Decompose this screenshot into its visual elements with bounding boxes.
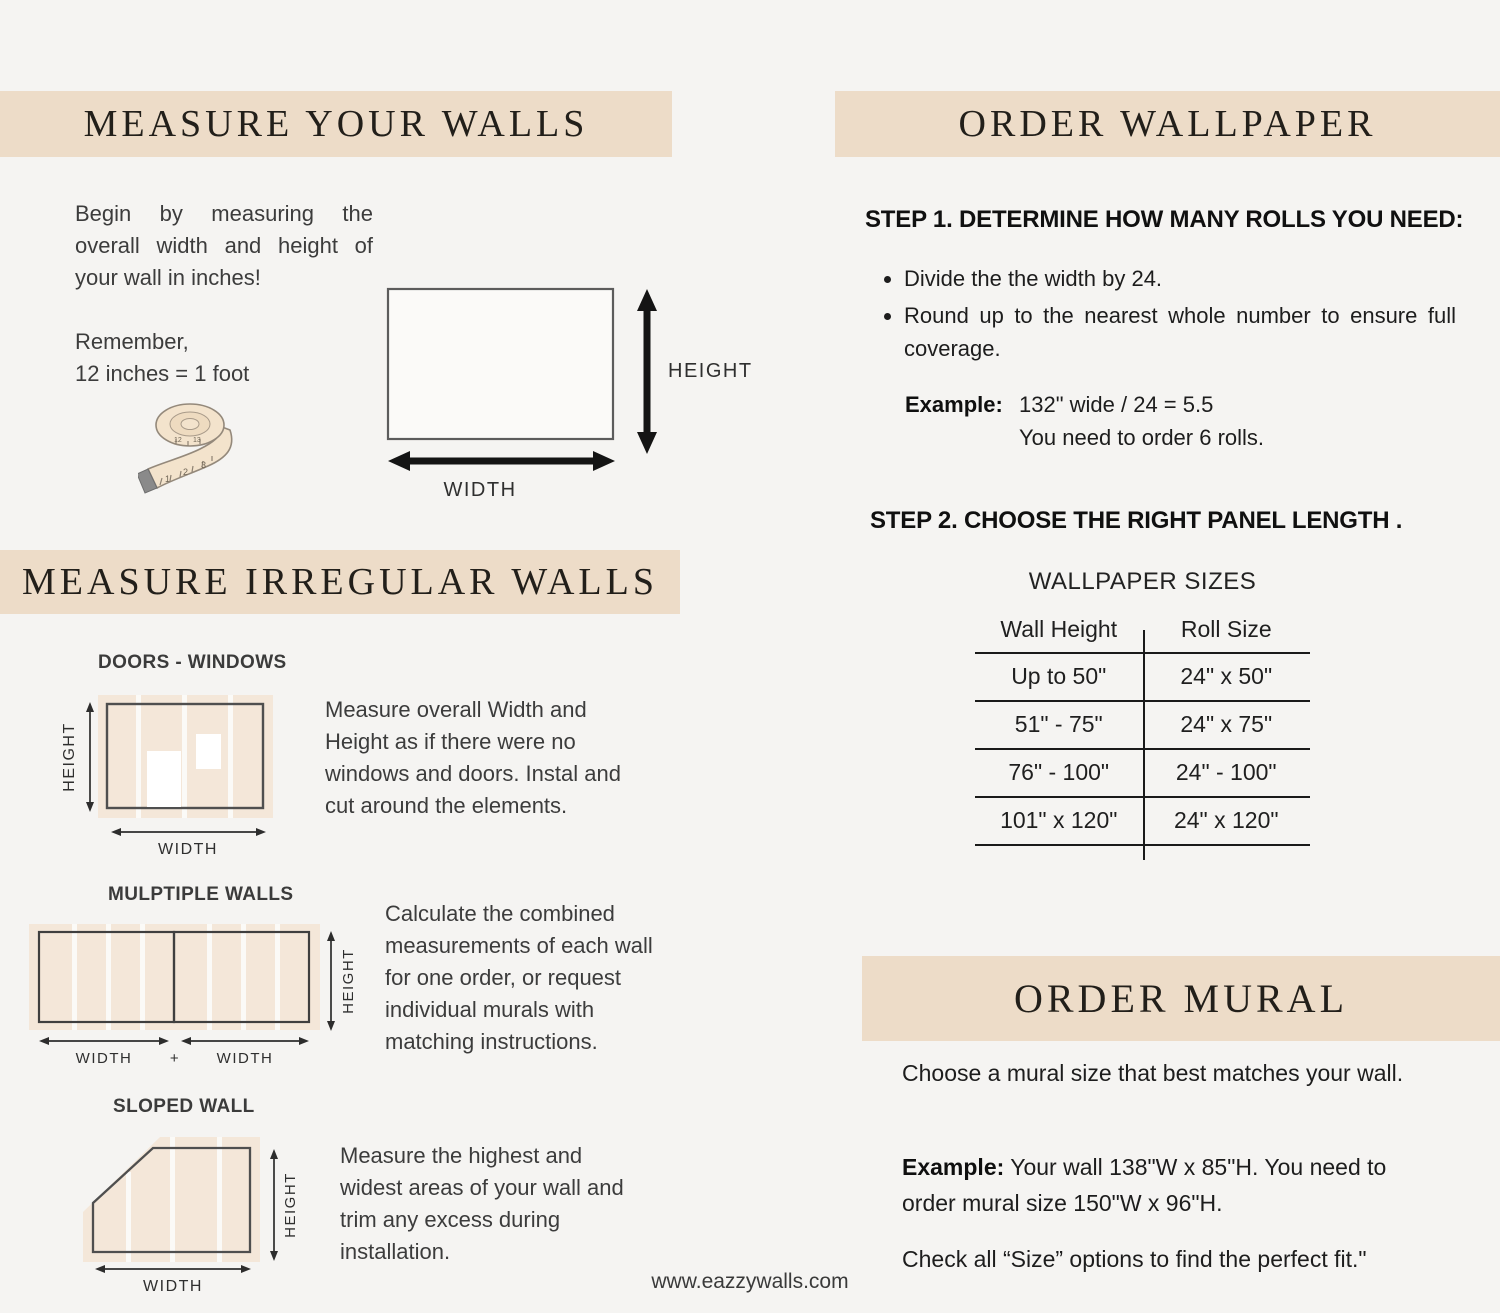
multiple-walls-diagram bbox=[20, 920, 370, 1070]
step1-example bbox=[905, 388, 1264, 454]
wallpaper-sizes-title: WALLPAPER SIZES bbox=[1028, 568, 1257, 595]
wall-diagram bbox=[380, 280, 760, 510]
plus-sign: + bbox=[169, 1050, 181, 1067]
section-title-measure-irregular-walls: MEASURE IRREGULAR WALLS bbox=[0, 550, 680, 614]
doors-windows-text: Measure overall Width and Height as if there were no windows and doors. Instal and cut around the elements. bbox=[325, 697, 621, 818]
cell-roll-size: 24" x 75" bbox=[1180, 711, 1273, 737]
width-label: WIDTH bbox=[75, 1050, 133, 1067]
height-label: HEIGHT bbox=[668, 360, 753, 382]
svg-text:13: 13 bbox=[193, 437, 201, 444]
bullet-round-up: • Round up to the nearest whole number to ensure full coverage. bbox=[904, 299, 1456, 365]
mural-intro: Choose a mural size that best matches your wall. bbox=[902, 1060, 1404, 1086]
step1-bullet-list bbox=[878, 262, 1456, 369]
height-label: HEIGHT bbox=[340, 948, 357, 1014]
section-title-order-wallpaper: ORDER WALLPAPER bbox=[835, 91, 1500, 157]
section-title-measure-your-walls: MEASURE YOUR WALLS bbox=[0, 91, 672, 157]
doors-windows-diagram bbox=[60, 688, 290, 866]
wall-rectangle bbox=[388, 289, 613, 439]
wallpaper-sizes-table bbox=[975, 612, 1310, 846]
svg-text:2: 2 bbox=[183, 467, 189, 477]
mural-example-text: Your wall 138"W x 85"H. You need to order mural size 150"W x 96"H. bbox=[902, 1154, 1387, 1216]
sloped-wall-text: Measure the highest and widest areas of your wall and trim any excess during installation. bbox=[340, 1143, 624, 1264]
svg-text:3: 3 bbox=[201, 460, 207, 470]
mural-example bbox=[902, 1150, 1412, 1221]
intro-paragraph: Begin by measuring the overall width and height of your wall in inches! bbox=[75, 201, 373, 290]
doors-windows-heading: DOORS - WINDOWS bbox=[98, 652, 287, 673]
bullet-divide: • Divide the the width by 24. bbox=[904, 262, 1456, 295]
height-label: HEIGHT bbox=[61, 722, 78, 792]
remember-line2: 12 inches = 1 foot bbox=[75, 360, 250, 386]
cell-wall-height: Up to 50" bbox=[1011, 663, 1107, 689]
height-label: HEIGHT bbox=[282, 1172, 299, 1238]
step1-heading: STEP 1. DETERMINE HOW MANY ROLLS YOU NEED: bbox=[865, 206, 1464, 233]
example-label: Example: bbox=[902, 1154, 1005, 1180]
table-divider bbox=[1143, 630, 1145, 860]
width-label: WIDTH bbox=[143, 1278, 203, 1295]
example-value bbox=[1019, 388, 1264, 454]
website-url: www.eazzywalls.com bbox=[651, 1270, 849, 1293]
step2-heading: STEP 2. CHOOSE THE RIGHT PANEL LENGTH . bbox=[870, 507, 1403, 534]
cell-roll-size: 24" - 100" bbox=[1175, 759, 1277, 785]
col-roll-size: Roll Size bbox=[1180, 616, 1272, 642]
width-label: WIDTH bbox=[443, 479, 517, 501]
cell-wall-height: 76" - 100" bbox=[1008, 759, 1110, 785]
example-line1: 132" wide / 24 = 5.5 bbox=[1019, 392, 1214, 417]
example-label: Example: bbox=[905, 392, 1003, 417]
svg-text:12: 12 bbox=[174, 437, 182, 444]
cell-roll-size: 24" x 120" bbox=[1173, 807, 1279, 833]
width-label: WIDTH bbox=[158, 841, 218, 858]
multiple-walls-text: Calculate the combined measurements of each wall for one order, or request individual murals with matching instructions. bbox=[385, 901, 653, 1054]
mural-size-note: Check all “Size” options to find the perfect fit." bbox=[902, 1246, 1367, 1272]
svg-text:1: 1 bbox=[165, 474, 171, 484]
section-title-order-mural: ORDER MURAL bbox=[862, 956, 1500, 1041]
remember-line1: Remember, bbox=[75, 329, 189, 354]
width-label: WIDTH bbox=[216, 1050, 274, 1067]
col-wall-height: Wall Height bbox=[1000, 616, 1118, 642]
door-shape bbox=[147, 751, 181, 807]
sloped-wall-heading: SLOPED WALL bbox=[113, 1096, 255, 1117]
cell-roll-size: 24" x 50" bbox=[1180, 663, 1273, 689]
multiple-walls-heading: MULPTIPLE WALLS bbox=[108, 884, 294, 905]
cell-wall-height: 51" - 75" bbox=[1014, 711, 1103, 737]
tape-measure-icon bbox=[138, 398, 246, 498]
example-line2: You need to order 6 rolls. bbox=[1019, 425, 1265, 450]
window-shape bbox=[196, 734, 221, 769]
remember-note bbox=[75, 326, 375, 390]
cell-wall-height: 101" x 120" bbox=[1000, 807, 1118, 833]
